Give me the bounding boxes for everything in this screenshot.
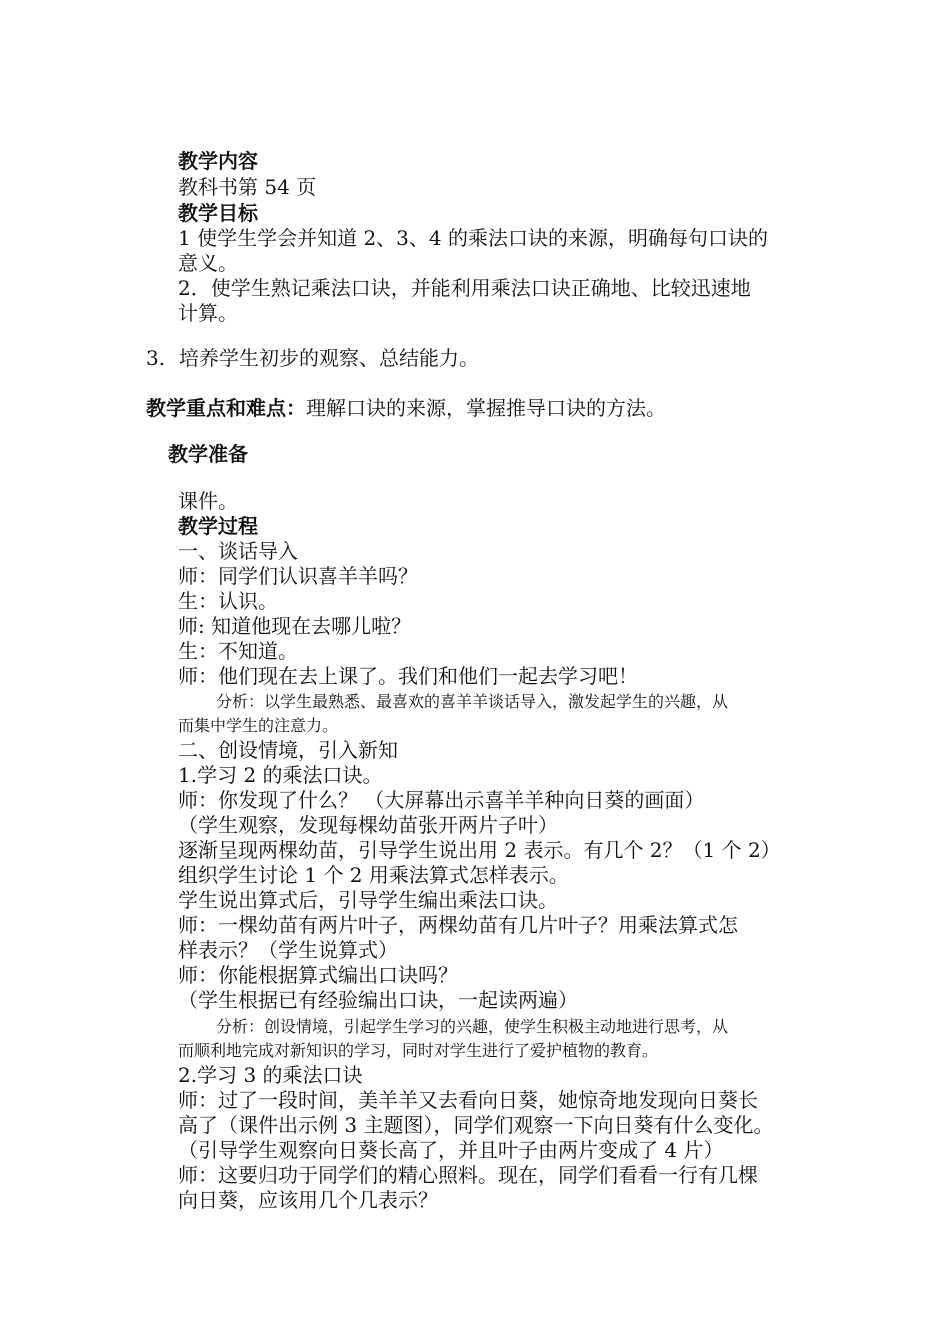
heading-prep: 教学准备 (168, 442, 248, 466)
goal1-line1: 1 使学生学会并知道 2、3、4 的乘法口诀的来源，明确每句口诀的 (178, 226, 768, 250)
subsection1-title: 1.学习 2 的乘法口诀。 (178, 763, 383, 787)
process-line: （学生观察，发现每棵幼苗张开两片子叶） (178, 813, 558, 837)
subsection2-title: 2.学习 3 的乘法口诀 (178, 1063, 363, 1087)
section1-title: 一、谈话导入 (178, 539, 298, 563)
dialogue-line: 生：认识。 (178, 589, 278, 613)
goal2-line2: 计算。 (178, 301, 238, 325)
process-line: 学生说出算式后，引导学生编出乘法口诀。 (178, 888, 558, 912)
process-line: 逐渐呈现两棵幼苗，引导学生说出用 2 表示。有几个 2？（1 个 2） (178, 838, 781, 862)
goal2-line1: 2．使学生熟记乘法口诀，并能利用乘法口诀正确地、比较迅速地 (178, 276, 751, 300)
goal1-line2: 意义。 (178, 251, 238, 275)
prep-text: 课件。 (178, 489, 238, 513)
dialogue-line: 生：不知道。 (178, 639, 298, 663)
analysis1-line1: 分析：以学生最熟悉、最喜欢的喜羊羊谈话导入，激发起学生的兴趣，从 (216, 692, 729, 711)
heading-goals: 教学目标 (178, 201, 258, 225)
process-line: 师：过了一段时间，美羊羊又去看向日葵，她惊奇地发现向日葵长 (178, 1088, 758, 1112)
goal3-text: 培养学生初步的观察、总结能力。 (179, 346, 479, 370)
process-line: 师：你能根据算式编出口诀吗？ (178, 963, 458, 987)
section2-title: 二、创设情境，引入新知 (178, 738, 398, 762)
dialogue-line: 师: 知道他现在去哪儿啦？ (178, 614, 412, 638)
analysis1-line2: 而集中学生的注意力。 (178, 716, 339, 735)
process-line: 高了（课件出示例 3 主题图），同学们观察一下向日葵有什么变化。 (178, 1113, 774, 1137)
key-points-label: 教学重点和难点： (146, 396, 306, 420)
process-line: 师：一棵幼苗有两片叶子，两棵幼苗有几片叶子？用乘法算式怎 (178, 913, 738, 937)
key-points-text: 理解口诀的来源，掌握推导口诀的方法。 (306, 396, 666, 420)
heading-process: 教学过程 (178, 514, 258, 538)
heading-content: 教学内容 (178, 149, 258, 173)
dialogue-line: 师：他们现在去上课了。我们和他们一起去学习吧！ (178, 664, 638, 688)
textbook-page: 教科书第 54 页 (178, 175, 317, 199)
analysis2-line1: 分析：创设情境，引起学生学习的兴趣，使学生积极主动地进行思考，从 (216, 1017, 729, 1036)
process-line: 师：这要归功于同学们的精心照料。现在，同学们看看一行有几棵 (178, 1163, 758, 1187)
process-line: 向日葵，应该用几个几表示？ (178, 1188, 438, 1212)
analysis2-line2: 而顺利地完成对新知识的学习，同时对学生进行了爱护植物的教育。 (178, 1041, 659, 1060)
dialogue-line: 师：同学们认识喜羊羊吗？ (178, 564, 418, 588)
goal3-number: 3. (146, 346, 166, 370)
process-line: 组织学生讨论 1 个 2 用乘法算式怎样表示。 (178, 863, 569, 887)
key-points (146, 396, 666, 420)
process-line: 样表示？（学生说算式） (178, 938, 398, 962)
process-line: （学生根据已有经验编出口诀，一起读两遍） (178, 988, 578, 1012)
process-line: 师：你发现了什么？ （大屏幕出示喜羊羊种向日葵的画面） (178, 788, 705, 812)
process-line: （引导学生观察向日葵长高了，并且叶子由两片变成了 4 片） (178, 1138, 724, 1162)
